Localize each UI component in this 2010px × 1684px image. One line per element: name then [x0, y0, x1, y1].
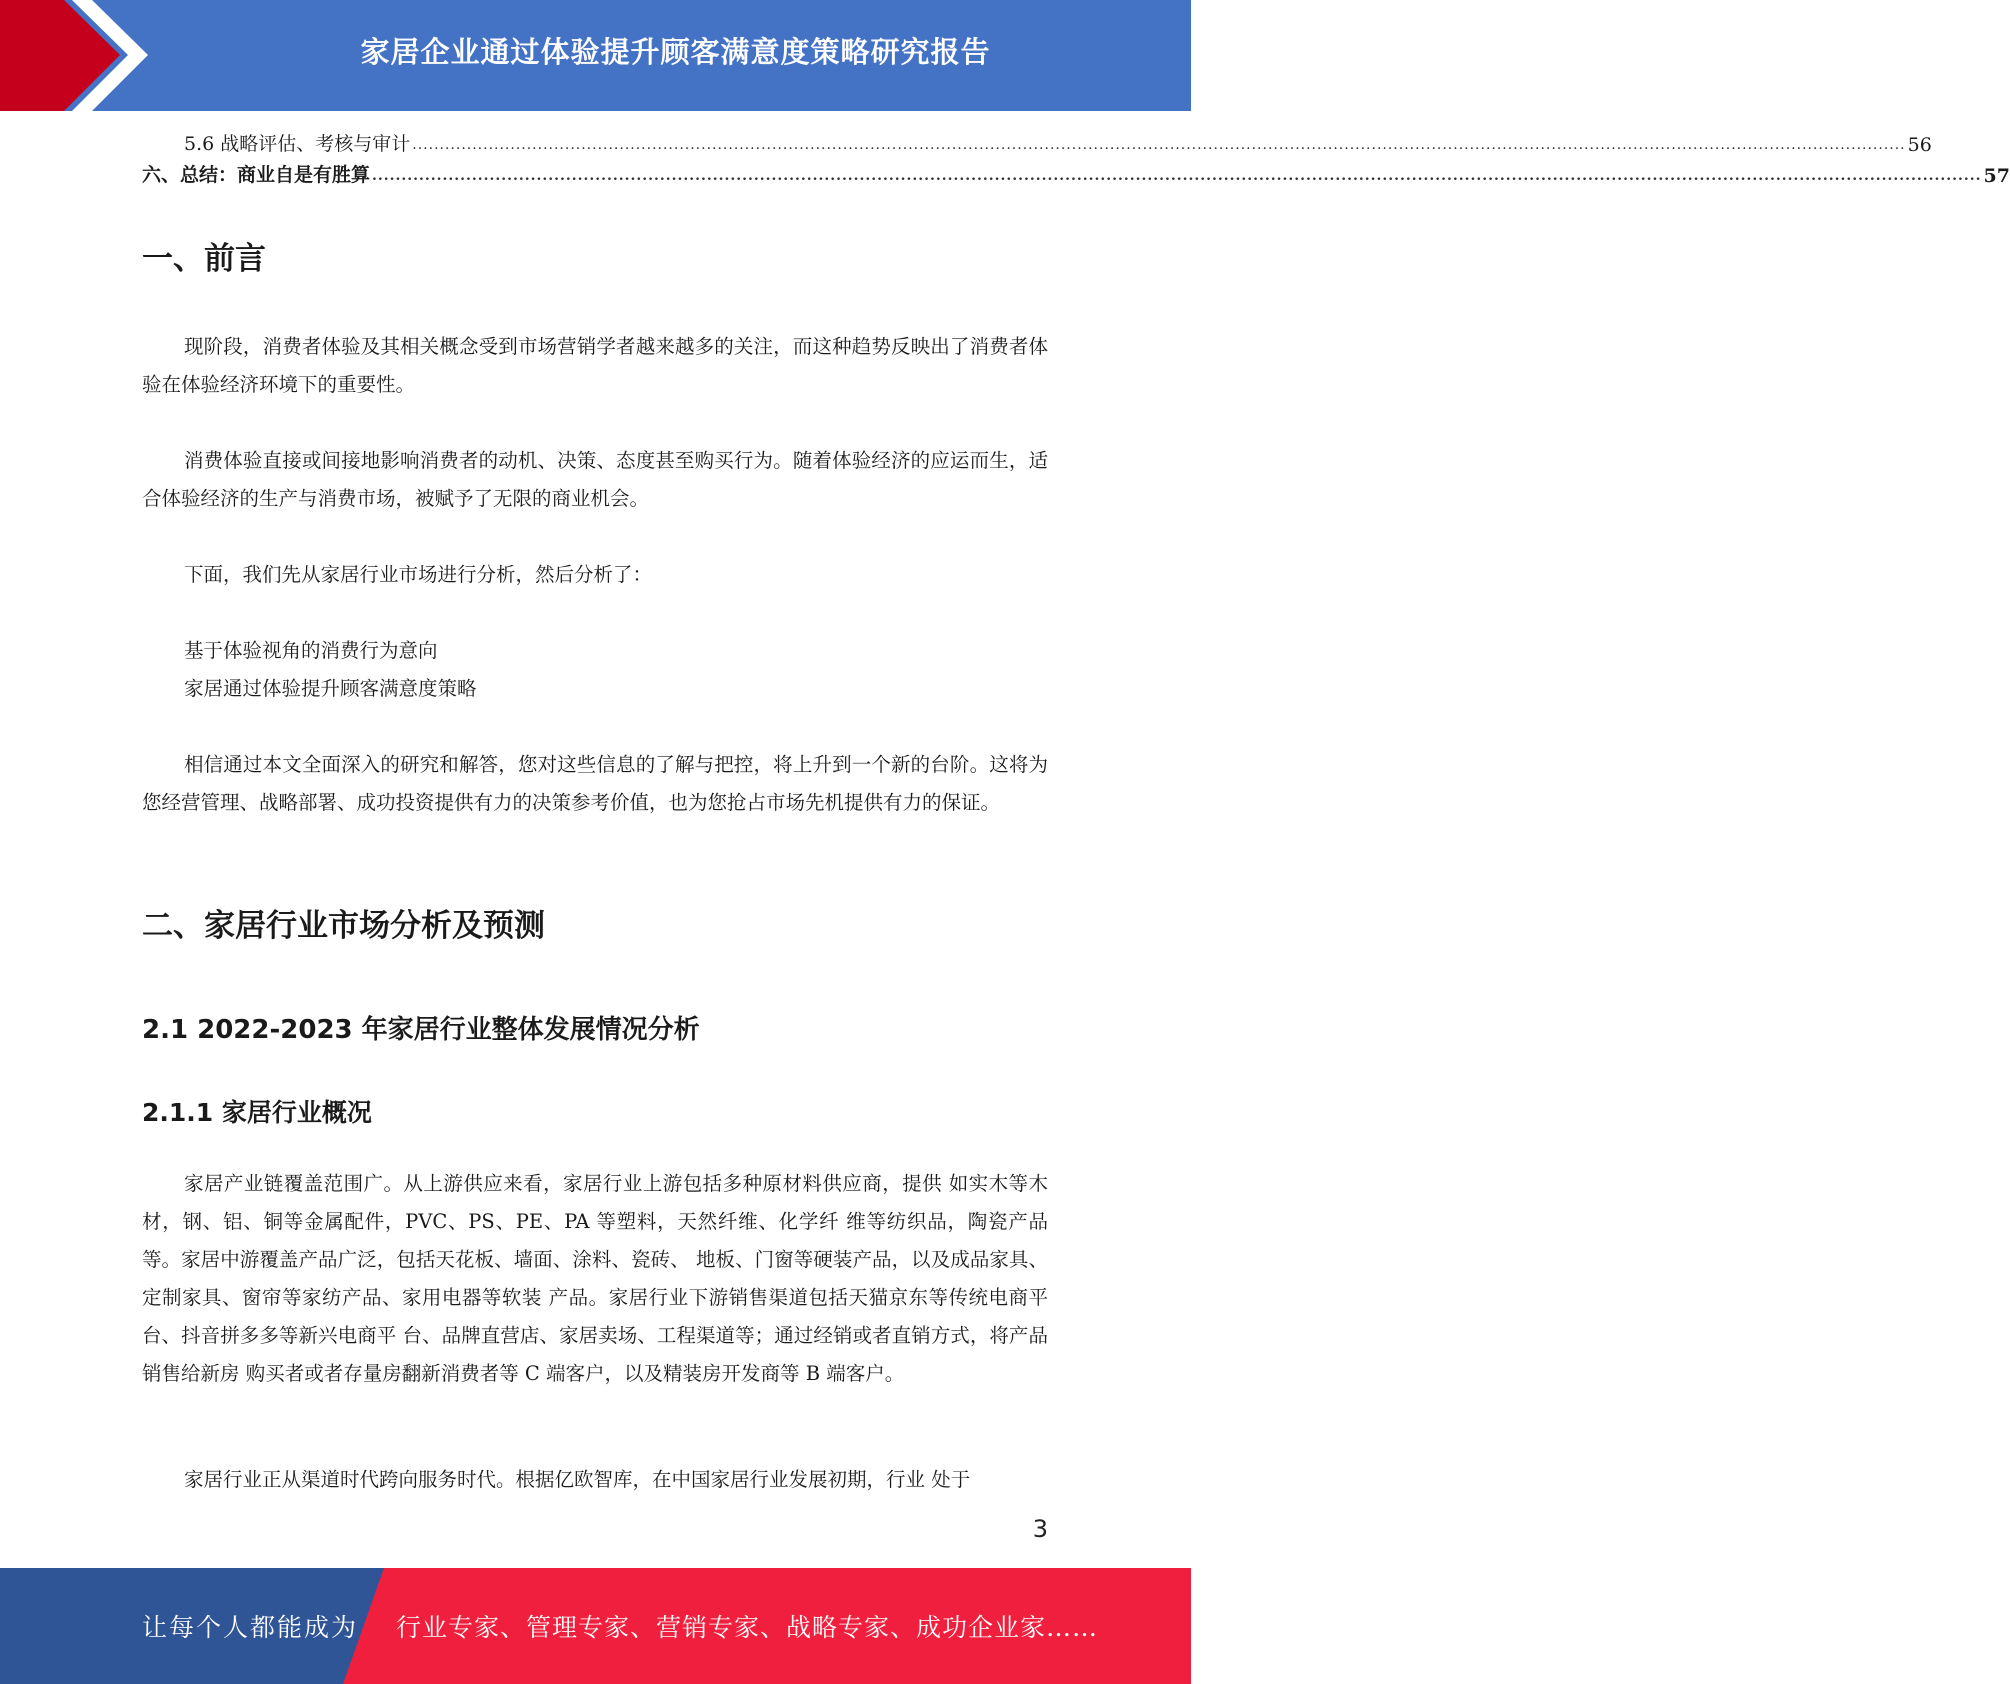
page-footer — [0, 1568, 1191, 1684]
subsection-heading: 2.1.1 家居行业概况 — [142, 1098, 372, 1127]
paragraph: 相信通过本文全面深入的研究和解答，您对这些信息的了解与把控，将上升到一个新的台阶。这将为您经营管理、战略部署、成功投资提供有力的决策参考价值，也为您抢占市场先机提供有力的保证。 — [142, 753, 1048, 814]
list-item: 家居通过体验提升顾客满意度策略 — [184, 677, 477, 700]
report-title: 家居企业通过体验提升顾客满意度策略研究报告 — [360, 34, 991, 69]
paragraph: 家居产业链覆盖范围广。从上游供应来看，家居行业上游包括多种原材料供应商，提供 如实木等木材，钢、铝、铜等金属配件，PVC、PS、PE、PA 等塑料，天然纤维、化学纤 维等纺织品，陶瓷产品等。家居中游覆盖产品广泛，包括天花板、墙面、涂料、瓷砖、 地板、门窗等硬装产品，以及成品家具、定制家具、窗帘等家纺产品、家用电器等软装 产品。家居行业下游销售渠道包括天猫京东等传统电商平台、抖音拼多多等新兴电商平 台、品牌直营店、家居卖场、工程渠道等；通过经销或者直销方式，将产品销售给新房 购买者或者存量房翻新消费者等 C 端客户，以及精装房开发商等 B 端客户。 — [142, 1172, 1048, 1385]
toc-entry-page: 57 — [1983, 165, 2010, 187]
paragraph: 家居行业正从渠道时代跨向服务时代。根据亿欧智库，在中国家居行业发展初期，行业 处于 — [184, 1468, 971, 1491]
toc-leader-dots: .................................................................................................................................................................................................................................................................................. — [412, 137, 1906, 153]
page-number: 3 — [1032, 1515, 1048, 1543]
page-header — [0, 0, 1191, 111]
paragraph: 消费体验直接或间接地影响消费者的动机、决策、态度甚至购买行为。随着体验经济的应运而生，适合体验经济的生产与消费市场，被赋予了无限的商业机会。 — [142, 449, 1048, 510]
list-item: 基于体验视角的消费行为意向 — [184, 639, 438, 662]
toc-entry-title: 5.6 战略评估、考核与审计 — [184, 133, 411, 155]
red-chevron-decoration — [0, 0, 160, 111]
section-heading-market-analysis: 二、家居行业市场分析及预测 — [142, 908, 545, 944]
paragraph: 下面，我们先从家居行业市场进行分析，然后分析了： — [184, 563, 653, 586]
footer-slogan-right: 行业专家、管理专家、营销专家、战略专家、成功企业家…… — [396, 1613, 1099, 1642]
footer-slogan-left: 让每个人都能成为 — [142, 1613, 359, 1642]
toc-entry-title: 六、总结：商业自是有胜算 — [142, 164, 371, 186]
toc-entry[interactable] — [142, 128, 1932, 156]
bullet-list — [184, 632, 477, 708]
paragraph: 现阶段，消费者体验及其相关概念受到市场营销学者越来越多的关注，而这种趋势反映出了消费者体验在体验经济环境下的重要性。 — [142, 335, 1048, 396]
section-heading-preface: 一、前言 — [142, 241, 266, 277]
toc-entry-page: 56 — [1907, 134, 1932, 156]
toc-leader-dots: .................................................................................................................................................................................................................................................................................. — [372, 168, 1982, 184]
subsection-heading: 2.1 2022-2023 年家居行业整体发展情况分析 — [142, 1015, 700, 1045]
toc-entry[interactable] — [142, 159, 2010, 187]
